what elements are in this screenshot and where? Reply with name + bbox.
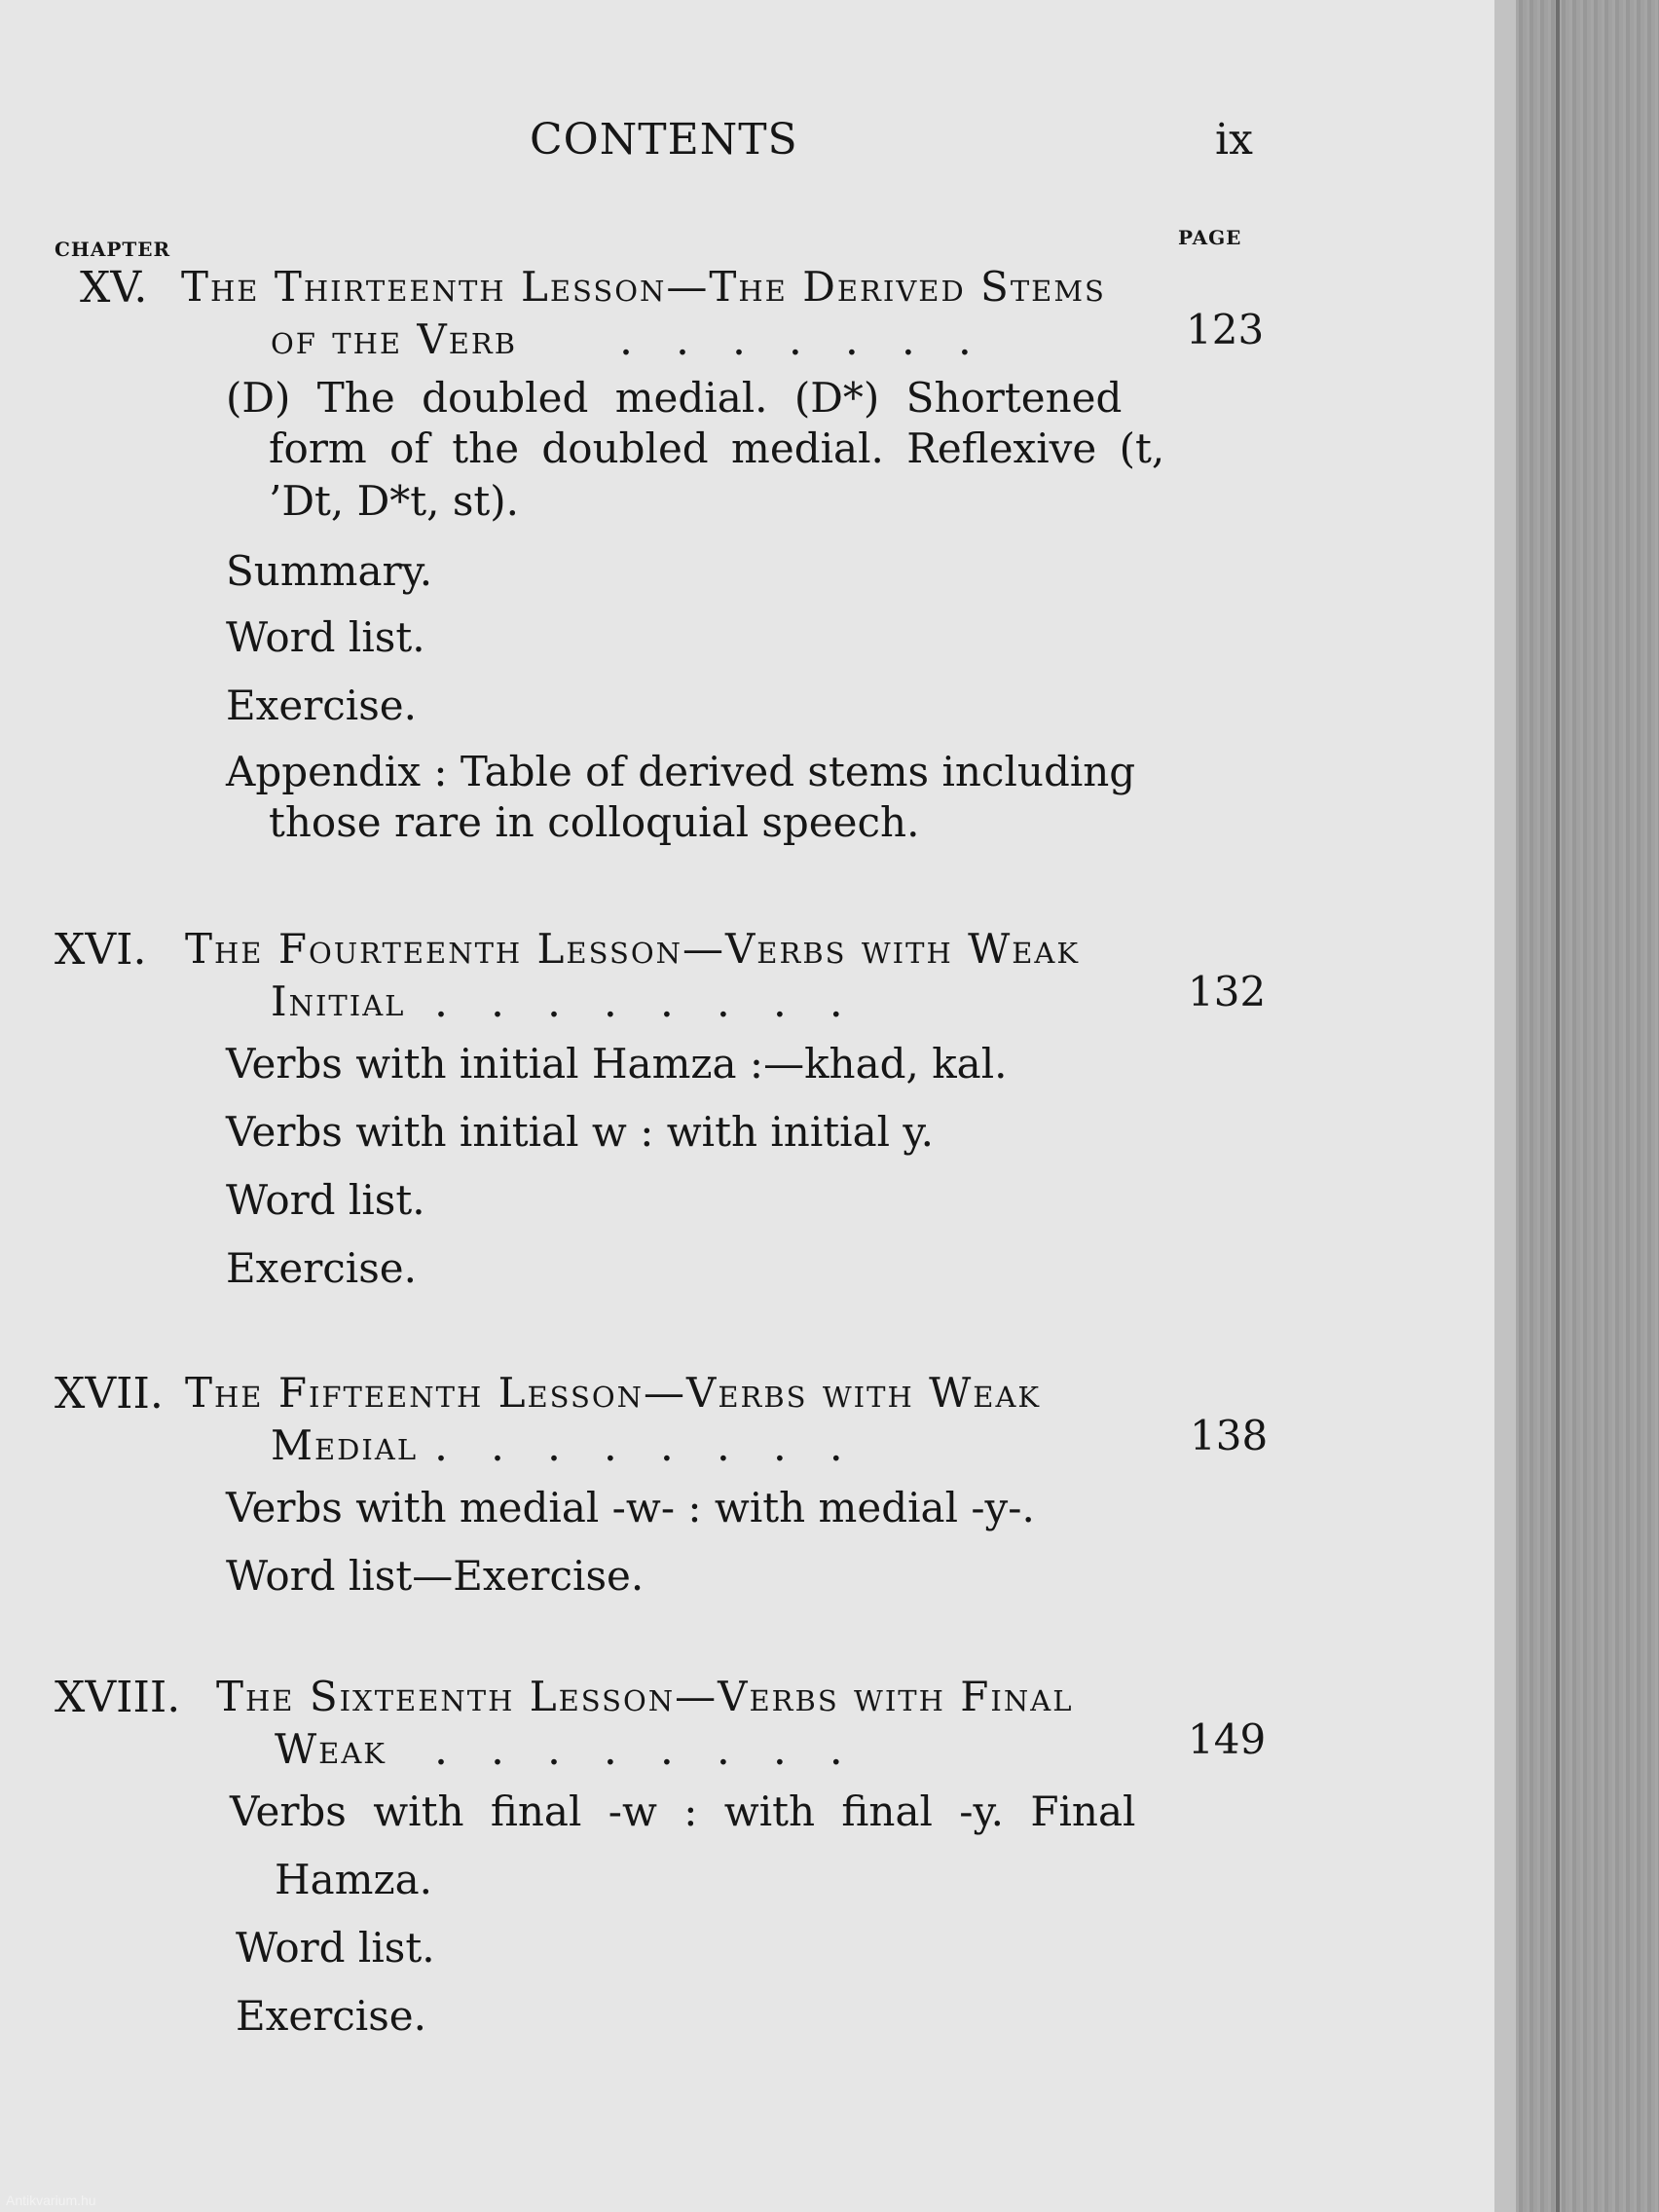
list-item: Word list. bbox=[226, 613, 425, 661]
background-surface bbox=[1516, 0, 1659, 2212]
page-edge bbox=[1494, 0, 1516, 2212]
list-item: Word list—Exercise. bbox=[226, 1552, 645, 1600]
leader-dots: . . . . . . . . bbox=[434, 977, 843, 1027]
list-item: Verbs with initial Hamza :—khad, kal. bbox=[226, 1040, 1008, 1088]
chapter-title-continued: of the Verb bbox=[271, 315, 518, 363]
chapter-title: The Thirteenth Lesson—The Derived Stems bbox=[181, 263, 1106, 311]
chapter-title: The Fourteenth Lesson—Verbs with Weak bbox=[185, 925, 1081, 973]
chapter-title-continued: Initial bbox=[271, 977, 406, 1025]
page-reference: 132 bbox=[1188, 968, 1267, 1015]
chapter-number: XVIII. bbox=[55, 1673, 181, 1722]
chapter-number: XVI. bbox=[55, 925, 147, 975]
chapter-title-continued: Weak bbox=[275, 1725, 387, 1773]
list-item: Word list. bbox=[236, 1924, 435, 1972]
list-item: form of the doubled medial. Reflexive (t, bbox=[269, 424, 1165, 472]
leader-dots: . . . . . . . . bbox=[434, 1421, 843, 1471]
background-seam bbox=[1556, 0, 1560, 2212]
watermark: Antikvarium.hu bbox=[6, 2193, 96, 2208]
page-reference: 149 bbox=[1188, 1715, 1267, 1763]
list-item: Hamza. bbox=[275, 1856, 433, 1903]
page-column-label: PAGE bbox=[1178, 226, 1242, 249]
list-item: (D) The doubled medial. (D*) Shortened bbox=[226, 374, 1123, 422]
chapter-column-label: CHAPTER bbox=[55, 238, 171, 261]
page-number: ix bbox=[1215, 115, 1253, 165]
list-item: Verbs with initial w : with initial y. bbox=[226, 1108, 934, 1156]
list-item: Exercise. bbox=[226, 682, 417, 729]
list-item: Appendix : Table of derived stems including bbox=[226, 748, 1136, 795]
chapter-title: The Fifteenth Lesson—Verbs with Weak bbox=[185, 1369, 1042, 1417]
leader-dots: . . . . . . . bbox=[619, 315, 972, 365]
page-reference: 138 bbox=[1190, 1412, 1269, 1459]
list-item: Verbs with medial -w- : with medial -y-. bbox=[226, 1484, 1035, 1531]
chapter-number: XVII. bbox=[55, 1369, 164, 1419]
page-title: CONTENTS bbox=[530, 115, 798, 165]
chapter-title: The Sixteenth Lesson—Verbs with Final bbox=[216, 1673, 1074, 1720]
leader-dots: . . . . . . . . bbox=[434, 1725, 843, 1775]
list-item: Verbs with final -w : with final -y. Final bbox=[230, 1788, 1136, 1835]
chapter-title-continued: Medial bbox=[271, 1421, 419, 1469]
chapter-number: XV. bbox=[80, 263, 148, 313]
list-item: those rare in colloquial speech. bbox=[269, 798, 920, 846]
page-reference: 123 bbox=[1186, 306, 1265, 353]
list-item: Exercise. bbox=[226, 1244, 417, 1292]
list-item: Summary. bbox=[226, 547, 433, 595]
list-item: ’Dt, D*t, st). bbox=[269, 477, 520, 525]
list-item: Exercise. bbox=[236, 1992, 426, 2040]
list-item: Word list. bbox=[226, 1176, 425, 1224]
